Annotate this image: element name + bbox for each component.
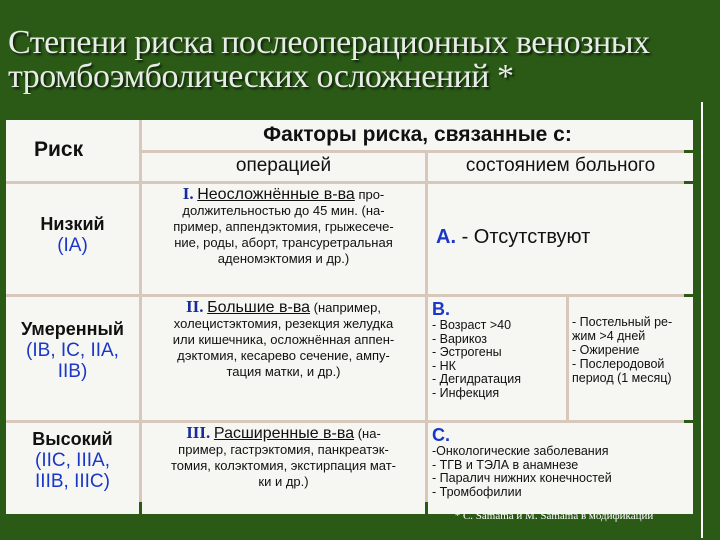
operation-line: холецистэктомия, резекция желудка <box>173 316 394 331</box>
operation-line: пример, аппендэктомия, грыжесече- <box>173 219 394 234</box>
operation-line: дэктомия, кесарево сечение, ампу- <box>177 348 390 363</box>
patient-factor: - Паралич нижних конечностей <box>432 471 612 485</box>
operation-line: (например, <box>313 300 381 315</box>
patient-factor: - Возраст >40 <box>432 318 512 332</box>
operation-line: или кишечника, осложнённая аппен- <box>172 332 395 347</box>
header-factors: Факторы риска, связанные с: <box>142 120 693 150</box>
patient-letter: А. <box>436 226 456 248</box>
header-patient-state: состоянием больного <box>428 153 693 181</box>
slide-title <box>8 26 720 94</box>
operation-cell-3 <box>142 423 425 514</box>
risk-level-moderate <box>6 297 139 420</box>
patient-factor: - ТГВ и ТЭЛА в анамнезе <box>432 457 579 472</box>
operation-cell-2 <box>142 297 425 420</box>
patient-factor: - Инфекция <box>432 385 500 400</box>
patient-factor: - Послеродовой <box>572 357 665 371</box>
patient-letter: В. <box>432 299 450 319</box>
patient-factor: - Тромбофилии <box>432 484 522 499</box>
risk-level-code: IIIB, IIIC) <box>35 471 110 492</box>
patient-factor: - Ожирение <box>572 343 640 357</box>
operation-line: томия, колэктомия, экстирпация мат- <box>170 458 397 473</box>
patient-factor: - Варикоз <box>432 331 488 346</box>
risk-level-name: Высокий <box>32 429 113 449</box>
roman-numeral: III. <box>186 423 211 442</box>
operation-line: (на- <box>357 426 381 441</box>
roman-numeral: I. <box>182 184 194 203</box>
risk-table <box>6 120 684 502</box>
operation-line: аденомэктомия и др.) <box>217 251 350 266</box>
operation-line: про- <box>358 187 385 202</box>
operation-cell-1 <box>142 184 425 294</box>
patient-letter: С. <box>432 425 450 445</box>
patient-factor: период (1 месяц) <box>572 371 672 385</box>
patient-factor: жим >4 дней <box>572 329 646 343</box>
operation-head: Неосложнённые в-ва <box>197 186 355 203</box>
patient-cell-b-right <box>569 297 693 420</box>
operation-line: тация матки, и др.) <box>226 364 341 379</box>
decorative-divider <box>701 102 703 538</box>
roman-numeral: II. <box>186 297 204 316</box>
risk-level-name: Умеренный <box>21 319 124 339</box>
patient-factor: - Дегидратация <box>432 372 521 386</box>
risk-level-low <box>6 184 139 294</box>
operation-line: ки и др.) <box>258 474 309 489</box>
risk-level-code: IIB) <box>57 361 88 382</box>
patient-cell-a <box>428 184 693 294</box>
patient-factor: -Онкологические заболевания <box>432 444 609 458</box>
risk-level-code: (IA) <box>57 235 88 256</box>
operation-line: ние, роды, аборт, трансуретральная <box>174 235 393 250</box>
operation-line: пример, гастрэктомия, панкреатэк- <box>178 442 389 457</box>
operation-head: Расширенные в-ва <box>213 425 355 442</box>
patient-cell-c <box>428 423 693 514</box>
header-risk: Риск <box>6 120 139 181</box>
patient-factor: - НК <box>432 358 456 373</box>
risk-level-name: Низкий <box>40 214 105 234</box>
footnote: * С. Samama и М. Samama в модификации <box>454 510 654 522</box>
patient-factor: - Постельный ре- <box>572 315 673 329</box>
operation-head: Большие в-ва <box>207 299 311 316</box>
patient-text: - Отсутствуют <box>461 226 591 248</box>
risk-level-high <box>6 423 139 514</box>
risk-level-code: (IB, IC, IIA, <box>26 340 119 361</box>
patient-cell-b <box>428 297 566 420</box>
header-operation: операцией <box>142 153 425 181</box>
patient-factor: - Эстрогены <box>432 345 502 359</box>
title-line-2: тромбоэмболических осложнений * <box>8 58 514 94</box>
title-line-1: Степени риска послеоперационных венозных <box>8 26 650 61</box>
operation-line: должительностью до 45 мин. (на- <box>182 203 385 218</box>
risk-level-code: (IIC, IIIA, <box>35 450 110 471</box>
